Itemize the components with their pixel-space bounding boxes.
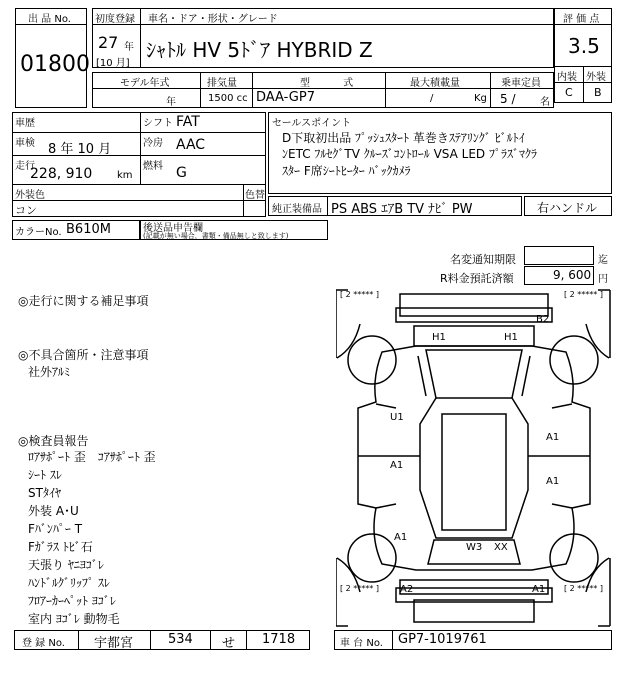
model-label: 型 式: [300, 78, 354, 89]
ext-color-value: コン: [15, 204, 37, 217]
equipment-label: 純正装備品: [272, 204, 322, 215]
handle-value: 右ハンドル: [537, 201, 598, 215]
lot-number: 01800: [20, 52, 90, 77]
displacement-label: 排気量: [207, 78, 237, 89]
sales-line-1: D下取初出品 ﾌﾟｯｼｭｽﾀｰﾄ 革巻きｽﾃｱﾘﾝｸﾞ ﾋﾞﾙﾄｲ: [282, 131, 525, 145]
name-change-unit: 迄: [598, 255, 608, 266]
inspector-line: Fｶﾞﾗｽ ﾄﾋﾞ石: [28, 540, 93, 554]
inspector-heading: ◎検査員報告: [18, 434, 89, 448]
model-year-label: モデル年式: [120, 78, 170, 89]
inspector-line: ｼｰﾄ ｽﾚ: [28, 468, 62, 482]
registration-region: 宇都宮: [94, 636, 134, 651]
sales-line-3: ｽﾀｰ F席ｼｰﾄﾋｰﾀｰ ﾊﾞｯｸｶﾒﾗ: [282, 164, 411, 178]
capacity-value: 5 /: [500, 92, 516, 106]
post-doc-note: (記載が無い場合，書類・備品無しと致します): [143, 232, 289, 240]
inspector-line: 外装 A･U: [28, 504, 79, 518]
inspector-line: Fﾊﾞﾝﾊﾟｰ T: [28, 522, 83, 536]
chassis-value: GP7-1019761: [398, 632, 487, 647]
mark-a1-left-rear: A1: [394, 532, 408, 543]
color-change-label: 色替: [245, 190, 265, 201]
mark-a1-rear: A1: [532, 584, 546, 595]
mark-h1-right: H1: [504, 332, 518, 343]
corner-label-tr: [ 2 ***** ]: [564, 290, 603, 299]
ac-label: 冷房: [143, 138, 163, 149]
mileage-value: 228, 910: [30, 166, 93, 182]
mark-b2: B2: [536, 314, 550, 325]
fuel-value: G: [176, 165, 187, 181]
max-load-label: 最大積載量: [410, 78, 460, 89]
interior-grade: C: [565, 86, 573, 99]
title-label: 車名・ドア・形状・グレード: [148, 14, 278, 25]
capacity-label: 乗車定員: [501, 78, 541, 89]
sales-line-2: ﾝETC ﾌﾙｾｸﾞTV ｸﾙｰｽﾞｺﾝﾄﾛｰﾙ VSA LED ﾌﾟﾗｽﾞﾏｸﾗ: [282, 147, 537, 161]
mileage-unit: km: [117, 170, 133, 181]
defects-heading: ◎不具合箇所・注意事項: [18, 348, 149, 362]
mark-u1: U1: [390, 412, 404, 423]
chassis-label: 車 台 No.: [340, 638, 383, 649]
mark-a1-right-rear: A1: [546, 476, 560, 487]
inspector-line: 天張り ﾔﾆﾖｺﾞﾚ: [28, 558, 104, 572]
mark-h1-left: H1: [432, 332, 446, 343]
recycle-unit: 円: [598, 274, 608, 285]
inspector-line: STﾀｲﾔ: [28, 486, 61, 500]
interior-label: 内装: [557, 72, 577, 83]
details-block: [12, 112, 266, 217]
post-doc-label: 後送品申告欄: [143, 223, 203, 234]
color-no-value: B610M: [66, 222, 111, 237]
model-year-unit: 年: [166, 97, 176, 108]
mark-a1-left-front: A1: [390, 460, 404, 471]
score-label: 評 価 点: [563, 14, 600, 25]
mark-w3: W3: [466, 542, 483, 553]
equipment-value: PS ABS ｴｱB TV ﾅﾋﾞ PW: [331, 202, 473, 217]
inspection-value: 8 年 10 月: [48, 142, 112, 157]
sales-points-label: セールスポイント: [272, 118, 352, 129]
corner-label-tl: [ 2 ***** ]: [340, 290, 379, 299]
lot-label: 出 品 No.: [28, 14, 71, 25]
displacement-value: 1500 cc: [208, 93, 248, 104]
registration-number: 1718: [262, 632, 296, 647]
max-load-unit: Kg: [474, 93, 487, 104]
first-reg-month: [10 月]: [96, 58, 130, 69]
defects-line: 社外ｱﾙﾐ: [28, 365, 71, 379]
inspection-label: 車検: [15, 138, 35, 149]
shift-label: シフト: [143, 118, 173, 129]
ac-value: AAC: [176, 137, 206, 153]
mark-a2: A2: [400, 584, 414, 595]
mark-xx: XX: [494, 542, 508, 553]
name-change-value: [524, 246, 594, 265]
exterior-label: 外装: [586, 72, 606, 83]
max-load-slash: /: [430, 93, 434, 104]
name-change-label: 名変通知期限: [450, 253, 516, 266]
car-damage-diagram: [336, 288, 612, 628]
car-name: ｼｬﾄﾙ HV 5ﾄﾞｱ HYBRID Z: [146, 38, 373, 62]
model-code: DAA-GP7: [256, 90, 315, 105]
registration-kana: せ: [222, 636, 236, 651]
score-value: 3.5: [568, 34, 600, 58]
inspector-line: ﾊﾝﾄﾞﾙｸﾞﾘｯﾌﾟ ｽﾚ: [28, 576, 110, 590]
exterior-grade: B: [594, 86, 602, 99]
registration-class: 534: [168, 632, 193, 647]
registration-label: 登 録 No.: [22, 638, 65, 649]
inspector-line: ﾛｱｻﾎﾟｰﾄ 歪 ｺｱｻﾎﾟｰﾄ 歪: [28, 450, 156, 464]
first-reg-label: 初度登録: [95, 14, 135, 25]
recycle-value: 9, 600: [553, 268, 592, 282]
fuel-label: 燃料: [143, 161, 163, 172]
color-no-label: カラーNo.: [15, 227, 62, 238]
mileage-label: 走行: [15, 161, 35, 172]
corner-label-bl: [ 2 ***** ]: [340, 584, 379, 593]
first-reg-year: 27: [98, 33, 119, 52]
mark-a1-right-front: A1: [546, 432, 560, 443]
corner-label-br: [ 2 ***** ]: [564, 584, 603, 593]
inspector-line: ﾌﾛｱｰｶｰﾍﾟｯﾄ ﾖｺﾞﾚ: [28, 594, 116, 608]
inspector-line: 室内 ﾖｺﾞﾚ 動物毛: [28, 612, 120, 626]
driving-heading: ◎走行に関する補足事項: [18, 294, 149, 308]
history-label: 車歴: [15, 118, 35, 129]
ext-color-label: 外装色: [15, 190, 45, 201]
first-reg-year-unit: 年: [124, 42, 134, 53]
shift-value: FAT: [176, 114, 200, 130]
capacity-unit: 名: [540, 97, 550, 108]
recycle-label: R料金預託済額: [440, 272, 514, 285]
